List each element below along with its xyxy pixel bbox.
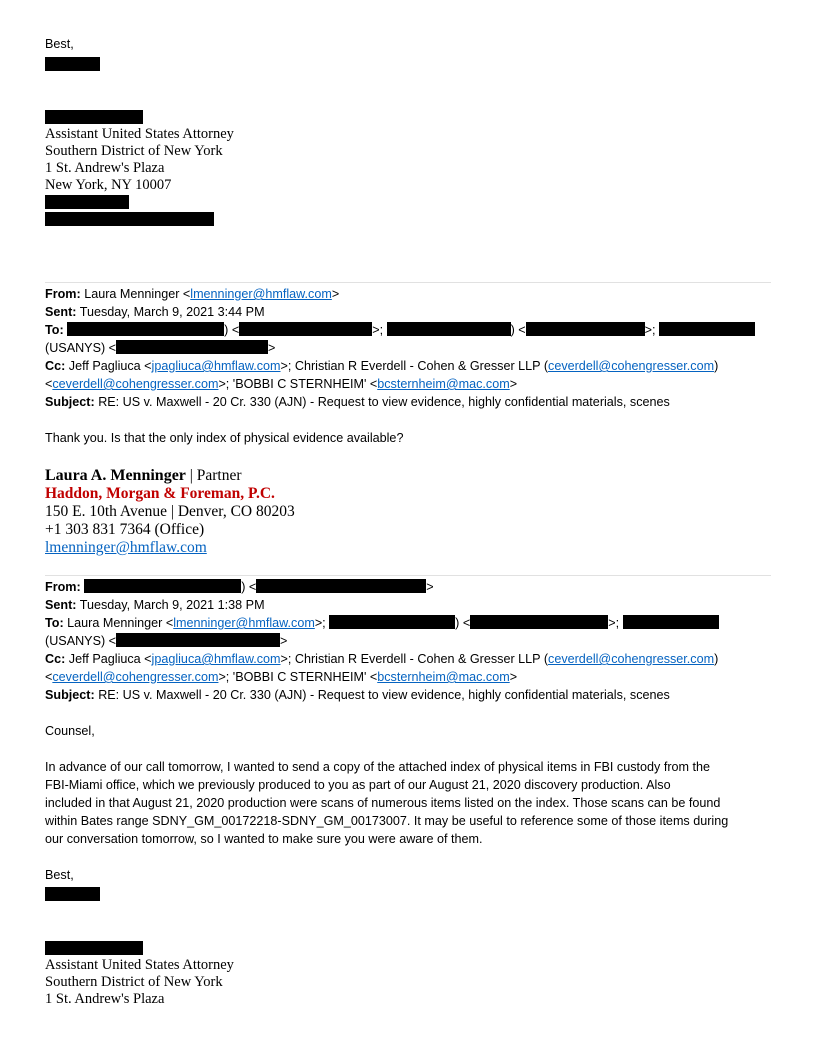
from-label: From: xyxy=(45,287,81,301)
email1-to xyxy=(45,322,755,339)
email2-sent xyxy=(45,597,265,614)
cc-text: >; Christian R Everdell - Cohen & Gresser LLP ( xyxy=(280,652,549,666)
cc-email-link[interactable]: bcsternheim@mac.com xyxy=(377,670,510,684)
to-text: >; xyxy=(608,616,620,630)
email2-body-line: our conversation tomorrow, so I wanted to make sure you were aware of them. xyxy=(45,832,483,846)
cc-text: >; 'BOBBI C STERNHEIM' < xyxy=(218,377,378,391)
email2-body-line: FBI-Miami office, which we previously produced to you as part of our August 21, 2020 discovery production. Also xyxy=(45,778,671,792)
signature-firm: Haddon, Morgan & Foreman, P.C. xyxy=(45,485,275,502)
signature-address-1: 1 St. Andrew's Plaza xyxy=(45,991,165,1007)
cc-email-link[interactable]: ceverdell@cohengresser.com xyxy=(52,377,219,391)
cc-text: >; 'BOBBI C STERNHEIM' < xyxy=(218,670,378,684)
redaction-box xyxy=(84,579,241,593)
subject-label: Subject: xyxy=(45,688,95,702)
to-text: ) < xyxy=(455,616,471,630)
to-text: ) < xyxy=(224,323,240,337)
redaction-box xyxy=(45,57,100,71)
email2-to xyxy=(45,615,719,632)
signature-office: Southern District of New York xyxy=(45,143,223,159)
redaction-box xyxy=(45,195,129,209)
cc-text: < xyxy=(45,377,53,391)
cc-email-link[interactable]: ceverdell@cohengresser.com xyxy=(548,359,715,373)
to-text: (USANYS) < xyxy=(45,341,117,355)
from-email-link[interactable]: lmenninger@hmflaw.com xyxy=(190,287,332,301)
signature-name: Laura A. Menninger xyxy=(45,467,186,484)
signature-address: 150 E. 10th Avenue | Denver, CO 80203 xyxy=(45,503,295,520)
cc-email-link[interactable]: jpagliuca@hmflaw.com xyxy=(151,359,281,373)
redaction-box xyxy=(239,322,372,336)
cc-text: ) xyxy=(714,359,719,373)
redaction-box xyxy=(387,322,511,336)
redaction-box xyxy=(329,615,455,629)
to-text: > xyxy=(280,634,288,648)
email2-body-line: included in that August 21, 2020 production were scans of numerous items listed on the index. Those scans can be found xyxy=(45,796,721,810)
to-text: >; xyxy=(644,323,656,337)
cc-text: > xyxy=(509,377,518,391)
email2-greeting: Counsel, xyxy=(45,724,95,738)
to-text: >; xyxy=(372,323,387,337)
email1-cc xyxy=(45,358,718,375)
closing-text: Best, xyxy=(45,37,74,51)
cc-text: ) xyxy=(714,652,719,666)
divider xyxy=(45,282,771,283)
signature-email-link[interactable]: lmenninger@hmflaw.com xyxy=(45,539,207,556)
email1-from xyxy=(45,286,339,303)
email2-cc-cont xyxy=(45,669,517,686)
subject-value: RE: US v. Maxwell - 20 Cr. 330 (AJN) - Request to view evidence, highly confidential materials, scenes xyxy=(98,395,670,409)
sent-label: Sent: xyxy=(45,598,77,612)
to-text: >; xyxy=(314,616,330,630)
email2-body-line: within Bates range SDNY_GM_00172218-SDNY_GM_00173007. It may be useful to reference some of those items during xyxy=(45,814,729,828)
signature-role: | Partner xyxy=(185,467,242,484)
to-text: Laura Menninger < xyxy=(67,616,174,630)
to-label: To: xyxy=(45,616,64,630)
from-value: Laura Menninger < xyxy=(84,287,191,301)
from-text: > xyxy=(426,580,434,594)
from-label: From: xyxy=(45,580,81,594)
cc-email-link[interactable]: ceverdell@cohengresser.com xyxy=(548,652,715,666)
redaction-box xyxy=(45,941,143,955)
divider xyxy=(45,575,771,576)
signature-address-1: 1 St. Andrew's Plaza xyxy=(45,160,165,176)
cc-text: Jeff Pagliuca < xyxy=(68,359,152,373)
sent-value: Tuesday, March 9, 2021 1:38 PM xyxy=(79,598,265,612)
email2-from xyxy=(45,579,434,596)
cc-label: Cc: xyxy=(45,359,66,373)
redaction-box xyxy=(116,633,280,647)
redaction-box xyxy=(526,322,645,336)
redaction-box xyxy=(659,322,755,336)
from-text: ) < xyxy=(241,580,257,594)
subject-value: RE: US v. Maxwell - 20 Cr. 330 (AJN) - Request to view evidence, highly confidential materials, scenes xyxy=(98,688,670,702)
email2-body-line: In advance of our call tomorrow, I wanted to send a copy of the attached index of physical items in FBI custody from the xyxy=(45,760,711,774)
to-email-link[interactable]: lmenninger@hmflaw.com xyxy=(173,616,315,630)
email2-subject xyxy=(45,687,670,704)
sent-value: Tuesday, March 9, 2021 3:44 PM xyxy=(79,305,265,319)
email1-signature-name-line xyxy=(45,466,242,485)
to-label: To: xyxy=(45,323,64,337)
email2-cc xyxy=(45,651,718,668)
to-text: ) < xyxy=(510,323,526,337)
cc-email-link[interactable]: ceverdell@cohengresser.com xyxy=(52,670,219,684)
redaction-box xyxy=(45,110,143,124)
redaction-box xyxy=(45,887,100,901)
redaction-box xyxy=(116,340,268,354)
redaction-box xyxy=(470,615,608,629)
cc-text: >; Christian R Everdell - Cohen & Gresser LLP ( xyxy=(280,359,549,373)
from-close: > xyxy=(331,287,340,301)
email1-subject xyxy=(45,394,670,411)
email2-to-cont xyxy=(45,633,287,650)
sent-label: Sent: xyxy=(45,305,77,319)
closing-text: Best, xyxy=(45,868,74,882)
to-text: > xyxy=(268,341,276,355)
signature-email-line xyxy=(45,539,207,557)
cc-text: < xyxy=(45,670,53,684)
cc-email-link[interactable]: bcsternheim@mac.com xyxy=(377,377,510,391)
redaction-box xyxy=(67,322,224,336)
signature-address-2: New York, NY 10007 xyxy=(45,177,172,193)
subject-label: Subject: xyxy=(45,395,95,409)
signature-office: Southern District of New York xyxy=(45,974,223,990)
email1-cc-cont xyxy=(45,376,517,393)
signature-title: Assistant United States Attorney xyxy=(45,957,234,973)
redaction-box xyxy=(45,212,214,226)
email1-to-cont xyxy=(45,340,275,357)
cc-label: Cc: xyxy=(45,652,66,666)
email1-body: Thank you. Is that the only index of physical evidence available? xyxy=(45,431,404,445)
cc-text: Jeff Pagliuca < xyxy=(68,652,152,666)
signature-phone: +1 303 831 7364 (Office) xyxy=(45,521,205,538)
cc-text: > xyxy=(509,670,518,684)
signature-title: Assistant United States Attorney xyxy=(45,126,234,142)
cc-email-link[interactable]: jpagliuca@hmflaw.com xyxy=(151,652,281,666)
redaction-box xyxy=(623,615,719,629)
to-text: (USANYS) < xyxy=(45,634,117,648)
redaction-box xyxy=(256,579,426,593)
email1-sent xyxy=(45,304,265,321)
